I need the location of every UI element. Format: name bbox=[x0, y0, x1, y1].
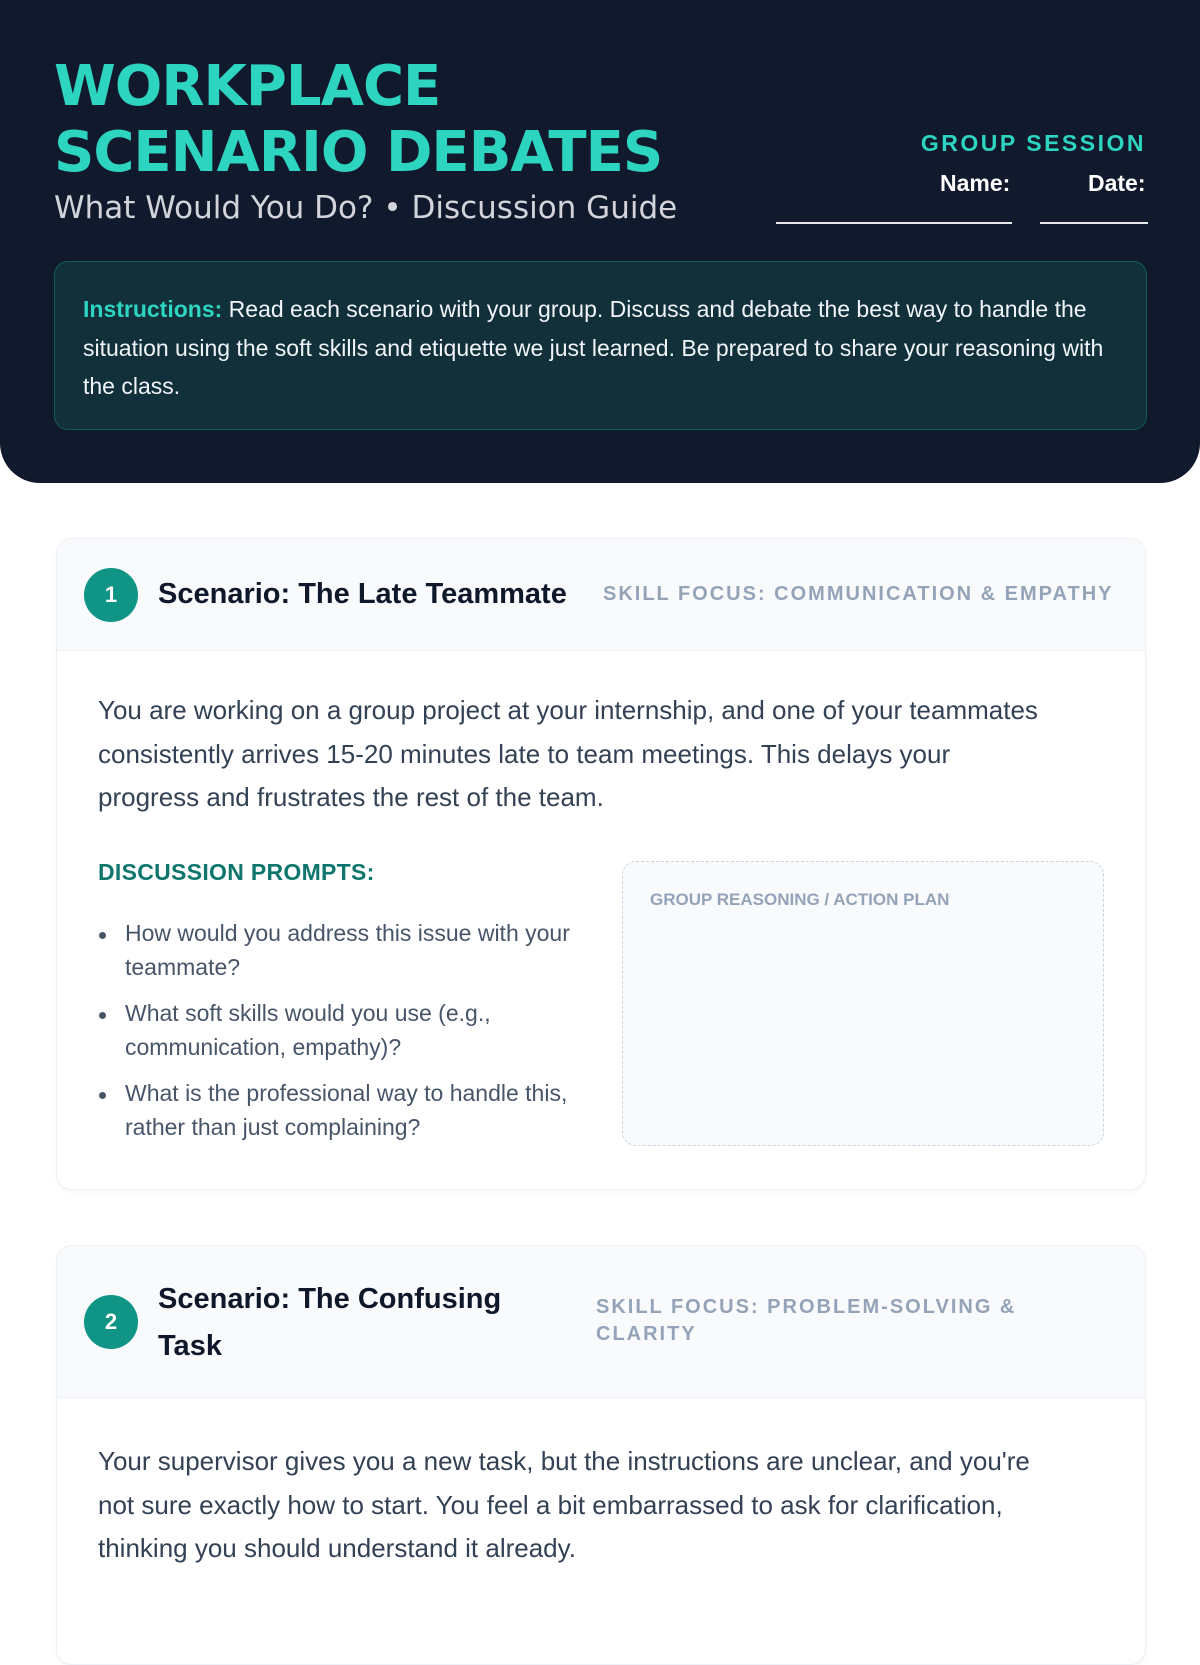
group-reasoning-box[interactable] bbox=[622, 861, 1104, 1146]
discussion-prompt: How would you address this issue with your teammate? bbox=[98, 917, 578, 984]
instructions-box bbox=[54, 261, 1147, 430]
group-reasoning-label: GROUP REASONING / ACTION PLAN bbox=[650, 890, 950, 909]
name-label: Name: bbox=[940, 170, 1011, 196]
session-label: GROUP SESSION bbox=[920, 130, 1146, 156]
skill-focus-label: SKILL FOCUS: PROBLEM-SOLVING & CLARITY bbox=[596, 1296, 1017, 1345]
scenario-number-badge: 1 bbox=[84, 568, 138, 622]
scenario-card-header bbox=[57, 539, 1145, 651]
instructions-lead: Instructions: bbox=[83, 296, 223, 322]
scenario-number-badge: 2 bbox=[84, 1295, 138, 1349]
scenario-title: Scenario: The Confusing Task bbox=[158, 1283, 502, 1362]
discussion-prompt: What soft skills would you use (e.g., communication, empathy)? bbox=[98, 997, 578, 1064]
worksheet-header bbox=[0, 0, 1200, 483]
scenario-card-1 bbox=[56, 538, 1146, 1190]
discussion-prompts-heading: DISCUSSION PROMPTS: bbox=[98, 859, 375, 885]
scenario-description: Your supervisor gives you a new task, but the instructions are unclear, and you're not sure exactly how to start. You feel a bit embarrassed to ask for clarification, thinking you should understand it already. bbox=[98, 1446, 1030, 1563]
scenario-description: You are working on a group project at your internship, and one of your teammates consistently arrives 15-20 minutes late to team meetings. This delays your progress and frustrates the rest of the team. bbox=[98, 695, 1038, 812]
scenario-title: Scenario: The Late Teammate bbox=[158, 578, 567, 610]
title-line-2: SCENARIO DEBATES bbox=[54, 120, 663, 185]
date-field-line[interactable] bbox=[1040, 222, 1148, 224]
discussion-prompts-list bbox=[98, 917, 578, 1157]
page-subtitle: What Would You Do? • Discussion Guide bbox=[54, 190, 678, 226]
title-line-1: WORKPLACE bbox=[54, 54, 441, 119]
instructions-text: Read each scenario with your group. Discuss and debate the best way to handle the situation using the soft skills and etiquette we just learned. Be prepared to share your reasoning with the class. bbox=[83, 296, 1104, 399]
scenario-card-2 bbox=[56, 1245, 1146, 1665]
date-label: Date: bbox=[1088, 170, 1146, 196]
name-field-line[interactable] bbox=[776, 222, 1012, 224]
scenario-card-header bbox=[57, 1246, 1145, 1398]
skill-focus-label: SKILL FOCUS: COMMUNICATION & EMPATHY bbox=[603, 583, 1114, 605]
discussion-prompt: What is the professional way to handle this, rather than just complaining? bbox=[98, 1077, 578, 1144]
